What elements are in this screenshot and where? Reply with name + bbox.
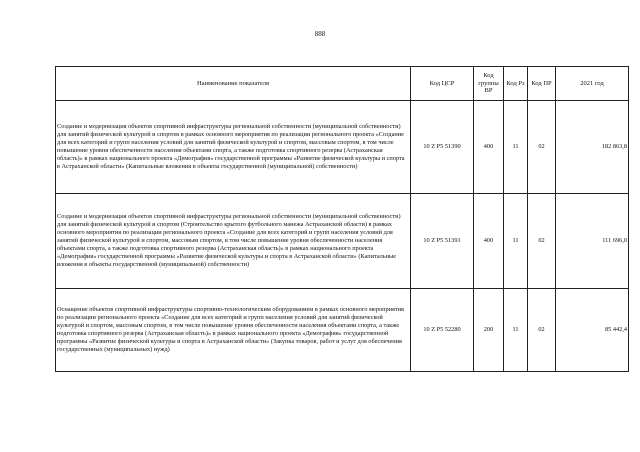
row-amount: 111 696,0: [556, 194, 629, 289]
row-csr: 10 Z P5 51391: [411, 194, 474, 289]
header-vr: Код группы ВР: [474, 67, 504, 101]
row-pr: 02: [528, 101, 556, 194]
page-number: 888: [314, 30, 326, 38]
table-row: [56, 101, 629, 194]
row-vr: 400: [474, 101, 504, 194]
row-vr: 200: [474, 289, 504, 372]
header-year: 2021 год: [556, 67, 629, 101]
row-pr: 02: [528, 194, 556, 289]
row-name: Создание и модернизация объектов спортивной инфраструктуры региональной собственности (муниципальной собственности) для занятий физической культурой и спортом (Строительство крытого футбольного манежа Астраханской области) в рамках основного мероприятия по реализации регионального проекта «Создание для всех категорий и групп населения условий для занятий физической культурой и спортом, массовым спортом, в том числе повышение уровня обеспеченности населения объектами спорта, а также подготовка спортивного резерва (Астраханская область)» в рамках национального проекта «Демография» государственной программы «Развитие физической культуры и спорта в Астраханской области» (Капитальные вложения в объекты государственной (муниципальной) собственности): [56, 194, 411, 289]
header-pr: Код ПР: [528, 67, 556, 101]
header-name: Наименование показателя: [56, 67, 411, 101]
row-rz: 11: [504, 194, 528, 289]
row-name: Создание и модернизация объектов спортивной инфраструктуры региональной собственности (муниципальной собственности) для занятий физической культурой и спортом в рамках основного мероприятия по реализации регионального проекта «Создание для всех категорий и групп населения условий для занятий физической культурой и спортом, массовым спортом, в том числе повышение уровня обеспеченности населения объектами спорта, а также подготовка спортивного резерва (Астраханская область)» в рамках национального проекта «Демография» государственной программы «Развитие физической культуры и спорта в Астраханской области» (Капитальные вложения в объекты государственной (муниципальной) собственности): [56, 101, 411, 194]
row-amount: 85 442,4: [556, 289, 629, 372]
row-name: Оснащение объектов спортивной инфраструктуры спортивно-технологическим оборудованием в рамках основного мероприятия по реализации регионального проекта «Создание для всех категорий и групп населения условий для занятий физической культурой и спортом, массовым спортом, в том числе повышение уровня обеспеченности населения объектами спорта, а также подготовка спортивного резерва (Астраханская область)» в рамках национального проекта «Демография» государственной программы «Развитие физической культуры и спорта в Астраханской области» (Закупка товаров, работ и услуг для обеспечения государственных (муниципальных) нужд): [56, 289, 411, 372]
row-pr: 02: [528, 289, 556, 372]
budget-table: [55, 66, 629, 372]
row-csr: 10 Z P5 51390: [411, 101, 474, 194]
row-csr: 10 Z P5 52280: [411, 289, 474, 372]
table-header-row: [56, 67, 629, 101]
header-csr: Код ЦСР: [411, 67, 474, 101]
row-vr: 400: [474, 194, 504, 289]
row-rz: 11: [504, 101, 528, 194]
table-row: [56, 194, 629, 289]
header-rz: Код Рз: [504, 67, 528, 101]
row-amount: 182 863,8: [556, 101, 629, 194]
table-row: [56, 289, 629, 372]
row-rz: 11: [504, 289, 528, 372]
